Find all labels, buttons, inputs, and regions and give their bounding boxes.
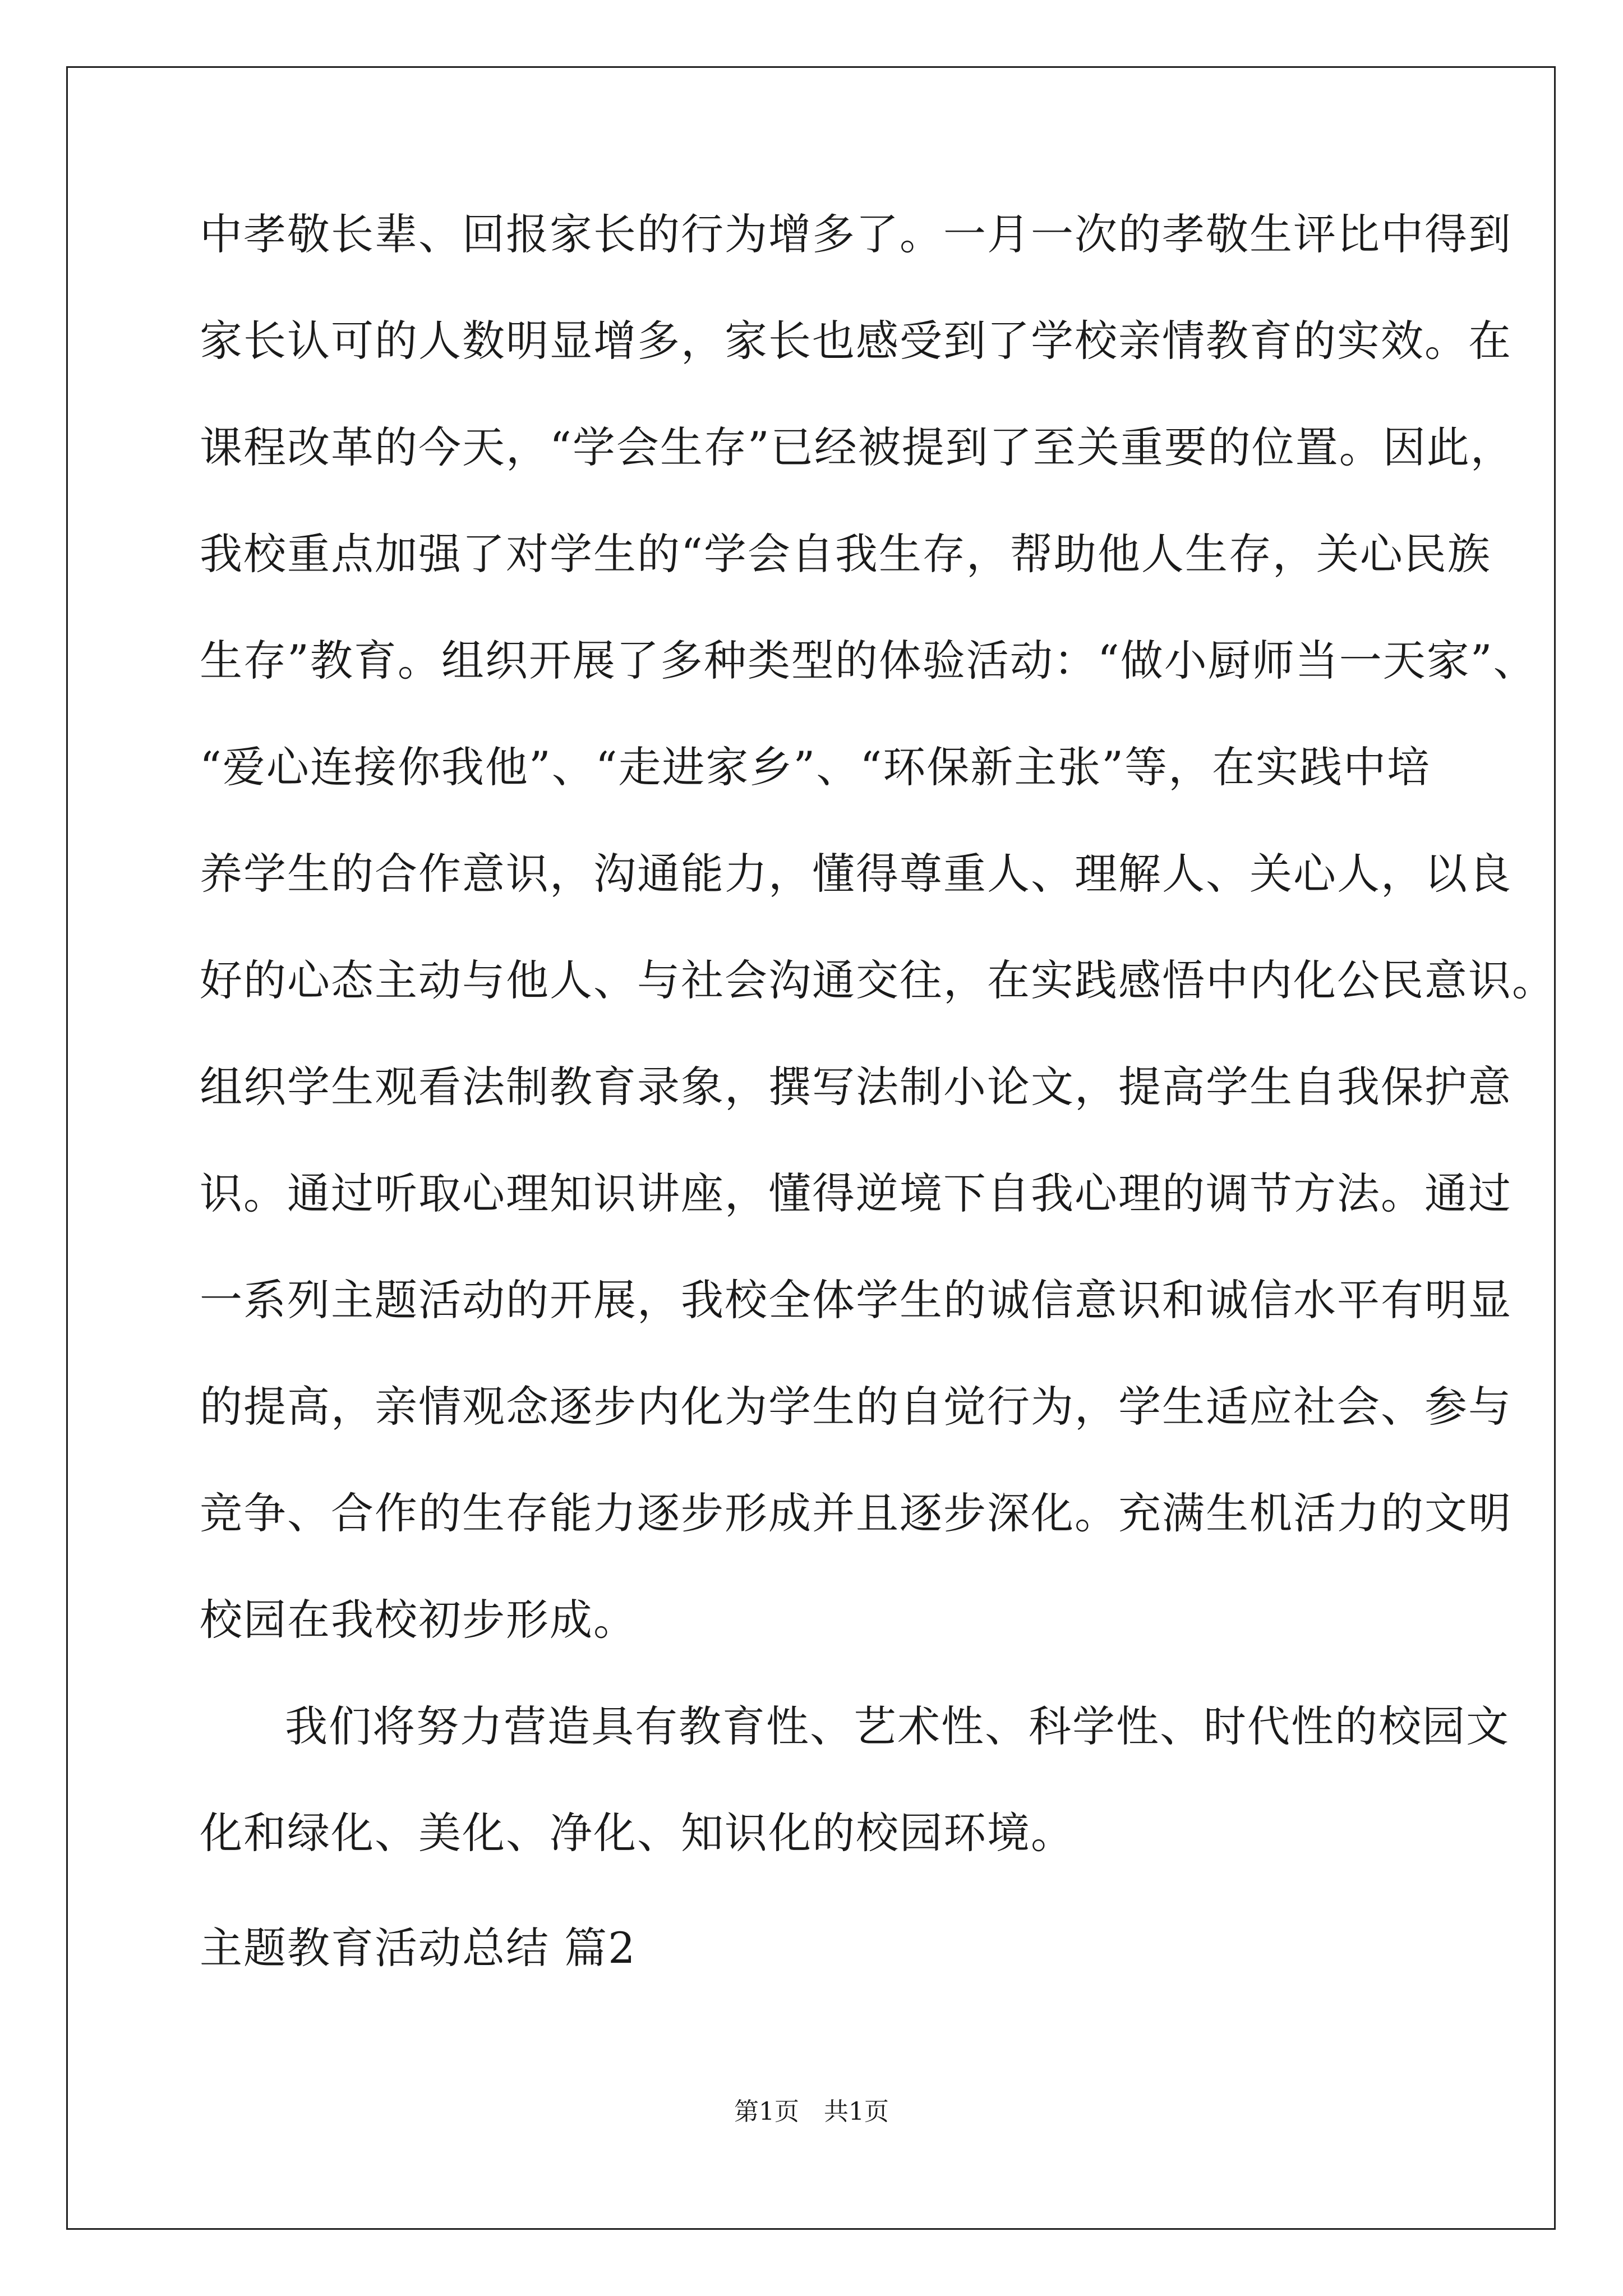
body-line: “爱心连接你我他”、“走进家乡”、“环保新主张”等，在实践中培 (200, 742, 1431, 792)
body-line: 好的心态主动与他人、与社会沟通交往，在实践感悟中内化公民意识。 (200, 955, 1556, 1005)
body-line: 识。通过听取心理知识讲座，懂得逆境下自我心理的调节方法。通过 (200, 1168, 1512, 1218)
body-line: 生存”教育。组织开展了多种类型的体验活动：“做小厨师当一天家”、 (200, 636, 1537, 685)
body-line: 竞争、合作的生存能力逐步形成并且逐步深化。充满生机活力的文明 (200, 1488, 1512, 1538)
section-heading: 主题教育活动总结 篇2 (200, 1923, 637, 1973)
paragraph-first-line: 我们将努力营造具有教育性、艺术性、科学性、时代性的校园文 (285, 1701, 1510, 1751)
document-body (200, 209, 1556, 1918)
body-line: 化和绿化、美化、净化、知识化的校园环境。 (200, 1808, 1075, 1858)
body-line: 养学生的合作意识，沟通能力，懂得尊重人、理解人、关心人，以良 (200, 849, 1512, 899)
page-footer: 第1页 共1页 (734, 2097, 889, 2126)
body-line: 的提高，亲情观念逐步内化为学生的自觉行为，学生适应社会、参与 (200, 1382, 1512, 1432)
body-line: 一系列主题活动的开展，我校全体学生的诚信意识和诚信水平有明显 (200, 1275, 1512, 1325)
body-line: 组织学生观看法制教育录象，撰写法制小论文，提高学生自我保护意 (200, 1062, 1512, 1112)
body-line: 我校重点加强了对学生的“学会自我生存，帮助他人生存，关心民族 (200, 529, 1491, 579)
body-line: 校园在我校初步形成。 (200, 1595, 637, 1645)
body-line: 中孝敬长辈、回报家长的行为增多了。一月一次的孝敬生评比中得到 (200, 209, 1512, 259)
body-line: 课程改革的今天，“学会生存”已经被提到了至关重要的位置。因此， (200, 422, 1514, 472)
body-line: 家长认可的人数明显增多，家长也感受到了学校亲情教育的实效。在 (200, 316, 1512, 366)
